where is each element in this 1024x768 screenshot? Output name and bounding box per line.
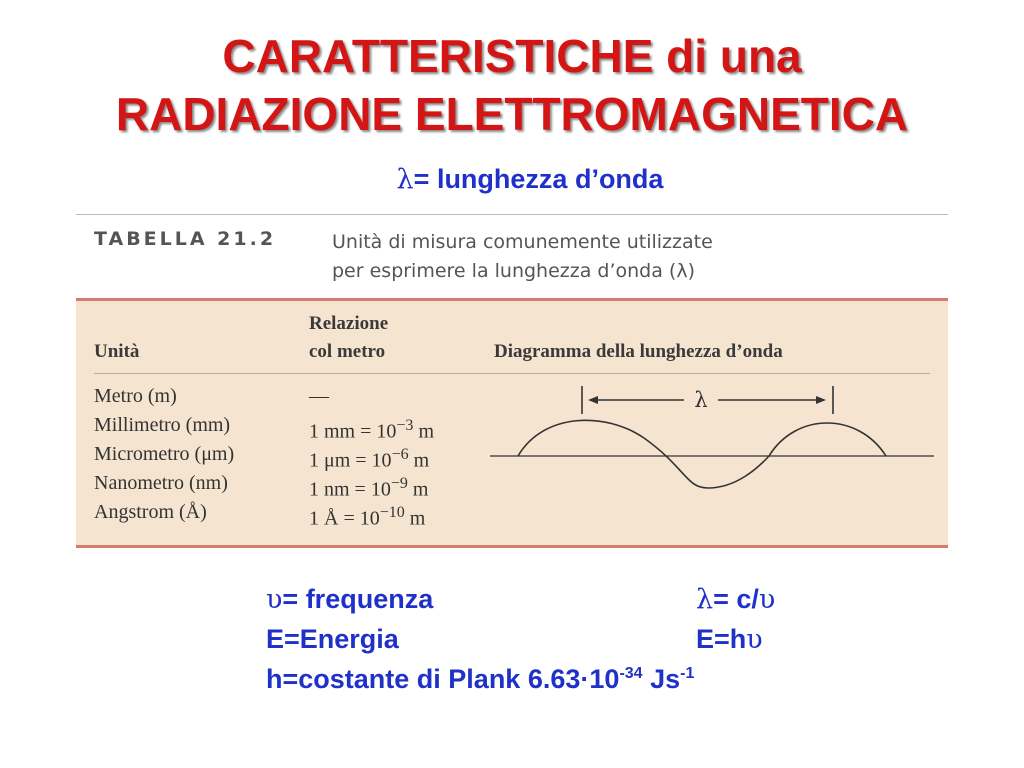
unit-cell: Micrometro (μm) (94, 443, 235, 465)
nu-symbol: υ (746, 624, 763, 655)
table-rule-top (76, 298, 948, 301)
table-top-rule (76, 214, 948, 215)
lambda-symbol: λ (396, 164, 414, 195)
table-caption-line2: per esprimere la lunghezza d’onda (λ) (332, 260, 695, 282)
relation-unit: m (404, 507, 426, 530)
slide-title-line1: CARATTERISTICHE di una (222, 30, 802, 82)
relation-exponent: −10 (379, 504, 405, 521)
wavelength-units-table (76, 214, 948, 548)
wavelength-lambda-label: λ (694, 388, 708, 412)
unit-cell: Millimetro (mm) (94, 414, 231, 436)
relation-base: 1 Å = 10 (309, 507, 380, 530)
table-caption-line1: Unità di misura comunemente utilizzate (332, 231, 713, 253)
relation-unit: m (408, 449, 430, 472)
table-rule-bottom (76, 545, 948, 548)
frequency-definition (266, 584, 433, 615)
lambda-definition (0, 164, 1024, 195)
frequency-text: = frequenza (282, 584, 434, 614)
relation-cell (309, 498, 425, 534)
planck-unit-exponent: -1 (680, 665, 695, 682)
table-label: TABELLA 21.2 (94, 228, 277, 250)
lambda-definition-text: = lunghezza d’onda (413, 164, 664, 194)
energy-equation (696, 624, 763, 655)
sine-wave (518, 420, 886, 488)
header-relation (309, 310, 388, 366)
arrow-right-head (816, 396, 826, 404)
energy-equation-text: E=h (696, 624, 747, 654)
planck-constant (266, 664, 694, 695)
wavelength-equation (696, 584, 775, 615)
relation-base: 1 μm = 10 (309, 449, 392, 472)
header-relation-line2: col metro (309, 341, 386, 362)
planck-exponent: -34 (619, 665, 643, 682)
wavelength-equation-text: = c/ (713, 584, 759, 614)
planck-ten: 10 (589, 664, 620, 694)
relation-unit: m (407, 478, 429, 501)
relation-exponent: −9 (390, 475, 408, 492)
relation-base: 1 mm = 10 (309, 420, 397, 443)
unit-cell: Metro (m) (94, 385, 177, 407)
relation-exponent: −6 (391, 446, 409, 463)
table-caption (332, 228, 713, 286)
wavelength-diagram (486, 378, 936, 498)
arrow-left-head (588, 396, 598, 404)
lambda-symbol: λ (696, 584, 714, 615)
table-body (76, 298, 948, 548)
energy-definition: E=Energia (266, 624, 399, 654)
relation-unit: m (413, 420, 434, 443)
planck-unit: Js (642, 664, 681, 694)
unit-cell: Nanometro (nm) (94, 472, 228, 494)
nu-symbol: υ (266, 584, 283, 615)
relation-exponent: −3 (396, 417, 414, 434)
header-unit: Unità (94, 341, 140, 362)
relation-cell: — (309, 385, 329, 407)
header-diagram: Diagramma della lunghezza d’onda (494, 341, 783, 362)
header-separator (94, 373, 930, 374)
header-relation-line1: Relazione (309, 313, 389, 334)
relation-base: 1 nm = 10 (309, 478, 391, 501)
nu-symbol: υ (758, 584, 776, 615)
planck-text: h=costante di Plank 6.63 (266, 664, 581, 694)
unit-cell: Angstrom (Å) (94, 501, 207, 523)
planck-dot: · (580, 664, 590, 694)
slide-title-line2: RADIAZIONE ELETTROMAGNETICA (115, 88, 909, 140)
